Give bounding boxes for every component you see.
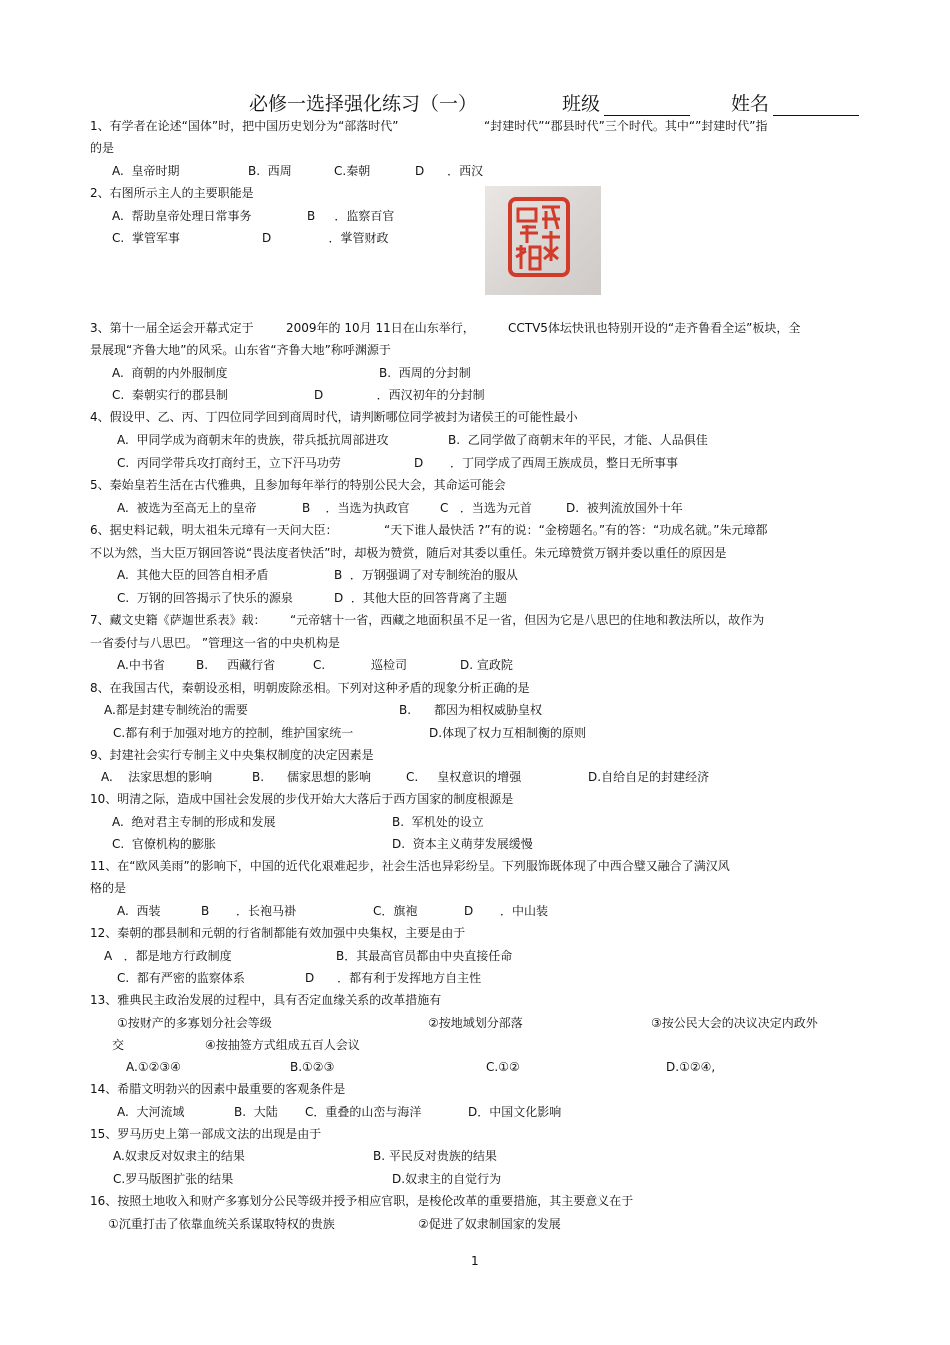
q9-stem: 9、封建社会实行专制主义中央集权制度的决定因素是 [90, 748, 374, 762]
q13-item-2: ②按地域划分部落 [428, 1016, 523, 1030]
q2-option-a[interactable]: A. 帮助皇帝处理日常事务 [112, 209, 252, 223]
q2-option-b[interactable]: B ．监察百官 [307, 209, 395, 223]
q6-stem: 6、据史料记载，明太祖朱元璋有一天问大臣： [90, 523, 338, 537]
q12-option-b[interactable]: B．其最高官员都由中央直接任命 [336, 949, 513, 963]
q9-option-b[interactable]: B. 儒家思想的影响 [252, 770, 371, 784]
q3-option-d[interactable]: D ．西汉初年的分封制 [314, 388, 485, 402]
q16-item-1: ①沉重打击了依靠血统关系谋取特权的贵族 [108, 1217, 335, 1231]
q1-stem-b: “封建时代”“郡县时代”三个时代。其中“”封建时代”指 [484, 119, 768, 133]
q8-option-b[interactable]: B. 都因为相权威胁皇权 [399, 703, 542, 717]
q10-stem: 10、明清之际，造成中国社会发展的步伐开始大大落后于西方国家的制度根源是 [90, 792, 514, 806]
q15-option-d[interactable]: D.奴隶主的自觉行为 [392, 1172, 502, 1186]
q13-option-c[interactable]: C.①② [486, 1060, 520, 1074]
q6-stem-b: “天下谁人最快活 ?”有的说：“金榜题名。”有的答：“功成名就。”朱元璋都 [384, 523, 768, 537]
q6-option-b[interactable]: B ．万钢强调了对专制统治的服从 [334, 568, 518, 582]
q13-item-4: ④按抽签方式组成五百人会议 [205, 1038, 360, 1052]
q10-option-c[interactable]: C. 官僚机构的膨胀 [112, 837, 216, 851]
q4-option-c[interactable]: C. 丙同学带兵攻打商纣王，立下汗马功劳 [117, 456, 341, 470]
seal-stamp-icon [508, 197, 570, 277]
q7-option-c[interactable]: C. 巡检司 [313, 658, 407, 672]
q14-option-a[interactable]: A. 大河流域 [117, 1105, 185, 1119]
q6-stem-2: 不以为然，当大臣万钢回答说“畏法度者快活”时，却极为赞赏，随后对其委以重任。朱元璋赞赏万钢并委以重任的原因是 [90, 546, 727, 560]
q5-option-d[interactable]: D. 被判流放国外十年 [566, 501, 683, 515]
q6-option-d[interactable]: D ．其他大臣的回答背离了主题 [334, 591, 507, 605]
q2-option-c[interactable]: C. 掌管军事 [112, 231, 180, 245]
q3-stem: 3、第十一届全运会开幕式定于 [90, 321, 254, 335]
q12-stem: 12、秦朝的郡县制和元朝的行省制都能有效加强中央集权，主要是由于 [90, 926, 466, 940]
q10-option-d[interactable]: D. 资本主义萌芽发展缓慢 [392, 837, 533, 851]
q3-stem-b: 2009年的 10月 11日在山东举行， [286, 321, 475, 335]
q7-stem-b: “元帝辖十一省，西藏之地面积虽不足一省，但因为它是八思巴的住地和教法所以，故作为 [290, 613, 765, 627]
q14-stem: 14、希腊文明勃兴的因素中最重要的客观条件是 [90, 1082, 346, 1096]
q9-option-a[interactable]: A. 法家思想的影响 [101, 770, 213, 784]
q16-item-2: ②促进了奴隶制国家的发展 [418, 1217, 561, 1231]
q5-option-b[interactable]: B ．当选为执政官 [302, 501, 410, 515]
q9-option-c[interactable]: C. 皇权意识的增强 [406, 770, 522, 784]
q11-option-d[interactable]: D ．中山装 [464, 904, 548, 918]
q15-option-a[interactable]: A.奴隶反对奴隶主的结果 [113, 1149, 245, 1163]
q12-option-a[interactable]: A ．都是地方行政制度 [104, 949, 232, 963]
class-label: 班级 [562, 92, 690, 116]
q1-option-c[interactable]: C.秦朝 [334, 164, 371, 178]
page-title: 必修一选择强化练习（一） [249, 93, 478, 115]
q9-option-d[interactable]: D.自给自足的封建经济 [588, 770, 710, 784]
q15-option-b[interactable]: B. 平民反对贵族的结果 [373, 1149, 497, 1163]
q1-option-a[interactable]: A. 皇帝时期 [112, 164, 180, 178]
q2-option-d[interactable]: D ．掌管财政 [262, 231, 389, 245]
q8-stem: 8、在我国古代，秦朝设丞相，明朝废除丞相。下列对这种矛盾的现象分析正确的是 [90, 681, 530, 695]
q12-option-d[interactable]: D ．都有利于发挥地方自主性 [305, 971, 482, 985]
q11-stem: 11、在“欧风美雨”的影响下，中国的近代化艰难起步，社会生活也异彩纷呈。下列服饰既体现了中西合璧又融合了满汉风 [90, 859, 730, 873]
q1-stem-2: 的是 [90, 141, 115, 155]
q3-stem-2: 景展现“齐鲁大地”的风采。山东省“齐鲁大地”称呼渊源于 [90, 343, 391, 357]
q4-option-b[interactable]: B. 乙同学做了商朝末年的平民，才能、人品俱佳 [448, 433, 708, 447]
q7-option-a[interactable]: A.中书省 [117, 658, 165, 672]
name-blank[interactable] [773, 97, 859, 116]
q13-option-b[interactable]: B.①②③ [290, 1060, 335, 1074]
q13-item-3-cont: 交 [112, 1038, 125, 1052]
q11-option-b[interactable]: B ．长袍马褂 [201, 904, 296, 918]
q2-stem: 2、右图所示主人的主要职能是 [90, 186, 254, 200]
q3-option-b[interactable]: B. 西周的分封制 [379, 366, 471, 380]
q13-option-a[interactable]: A.①②③④ [126, 1060, 181, 1074]
q12-option-c[interactable]: C. 都有严密的监察体系 [117, 971, 245, 985]
q14-option-b[interactable]: B. 大陆 [234, 1105, 278, 1119]
q14-option-c[interactable]: C．重叠的山峦与海洋 [305, 1105, 422, 1119]
q10-option-b[interactable]: B. 军机处的设立 [392, 815, 484, 829]
seal-image [485, 186, 601, 295]
q3-option-a[interactable]: A. 商朝的内外服制度 [112, 366, 228, 380]
q15-option-c[interactable]: C.罗马版图扩张的结果 [113, 1172, 234, 1186]
q11-stem-2: 格的是 [90, 881, 127, 895]
q4-option-d[interactable]: D ．丁同学成了西周王族成员，整日无所事事 [414, 456, 678, 470]
q7-stem-2: 一省委付与八思巴。 ”管理这一省的中央机构是 [90, 636, 341, 650]
q5-stem: 5、秦始皇若生活在古代雅典，且参加每年举行的特别公民大会，其命运可能会 [90, 478, 506, 492]
q13-stem: 13、雅典民主政治发展的过程中，具有否定血缘关系的改革措施有 [90, 993, 442, 1007]
q3-option-c[interactable]: C. 秦朝实行的郡县制 [112, 388, 228, 402]
q5-option-c[interactable]: C ．当选为元首 [440, 501, 532, 515]
q13-item-1: ①按财产的多寡划分社会等级 [117, 1016, 272, 1030]
name-label: 姓名 [731, 92, 859, 116]
q8-option-c[interactable]: C.都有利于加强对地方的控制，维护国家统一 [113, 726, 354, 740]
q3-stem-c: CCTV5体坛快讯也特别开设的“走齐鲁看全运”板块，全 [508, 321, 801, 335]
q15-stem: 15、罗马历史上第一部成文法的出现是由于 [90, 1127, 322, 1141]
q13-option-d[interactable]: D.①②④, [666, 1060, 716, 1074]
q4-stem: 4、假设甲、乙、丙、丁四位同学回到商周时代，请判断哪位同学被封为诸侯王的可能性最小 [90, 410, 578, 424]
q4-option-a[interactable]: A. 甲同学成为商朝末年的贵族，带兵抵抗周部进攻 [117, 433, 389, 447]
q6-option-c[interactable]: C. 万钢的回答揭示了快乐的源泉 [117, 591, 293, 605]
q16-stem: 16、按照土地收入和财产多寡划分公民等级并授予相应官职，是梭伦改革的重要措施，其主要意义在于 [90, 1194, 634, 1208]
q13-item-3: ③按公民大会的决议决定内政外 [651, 1016, 818, 1030]
q11-option-a[interactable]: A. 西装 [117, 904, 161, 918]
q8-option-a[interactable]: A.都是封建专制统治的需要 [104, 703, 248, 717]
q1-option-d[interactable]: D ．西汉 [415, 164, 484, 178]
q1-option-b[interactable]: B. 西周 [248, 164, 292, 178]
q5-option-a[interactable]: A. 被选为至高无上的皇帝 [117, 501, 257, 515]
class-blank[interactable] [604, 97, 690, 116]
q10-option-a[interactable]: A. 绝对君主专制的形成和发展 [112, 815, 276, 829]
q7-option-b[interactable]: B. 西藏行省 [196, 658, 276, 672]
q8-option-d[interactable]: D.体现了权力互相制衡的原则 [429, 726, 587, 740]
page-number: 1 [471, 1254, 479, 1268]
q11-option-c[interactable]: C．旗袍 [373, 904, 418, 918]
q7-stem: 7、藏文史籍《萨迦世系表》载： [90, 613, 266, 627]
q6-option-a[interactable]: A. 其他大臣的回答自相矛盾 [117, 568, 269, 582]
q1-stem: 1、有学者在论述“国体”时，把中国历史划分为“部落时代” [90, 119, 399, 133]
q14-option-d[interactable]: D．中国文化影响 [468, 1105, 562, 1119]
q7-option-d[interactable]: D. 宣政院 [460, 658, 513, 672]
